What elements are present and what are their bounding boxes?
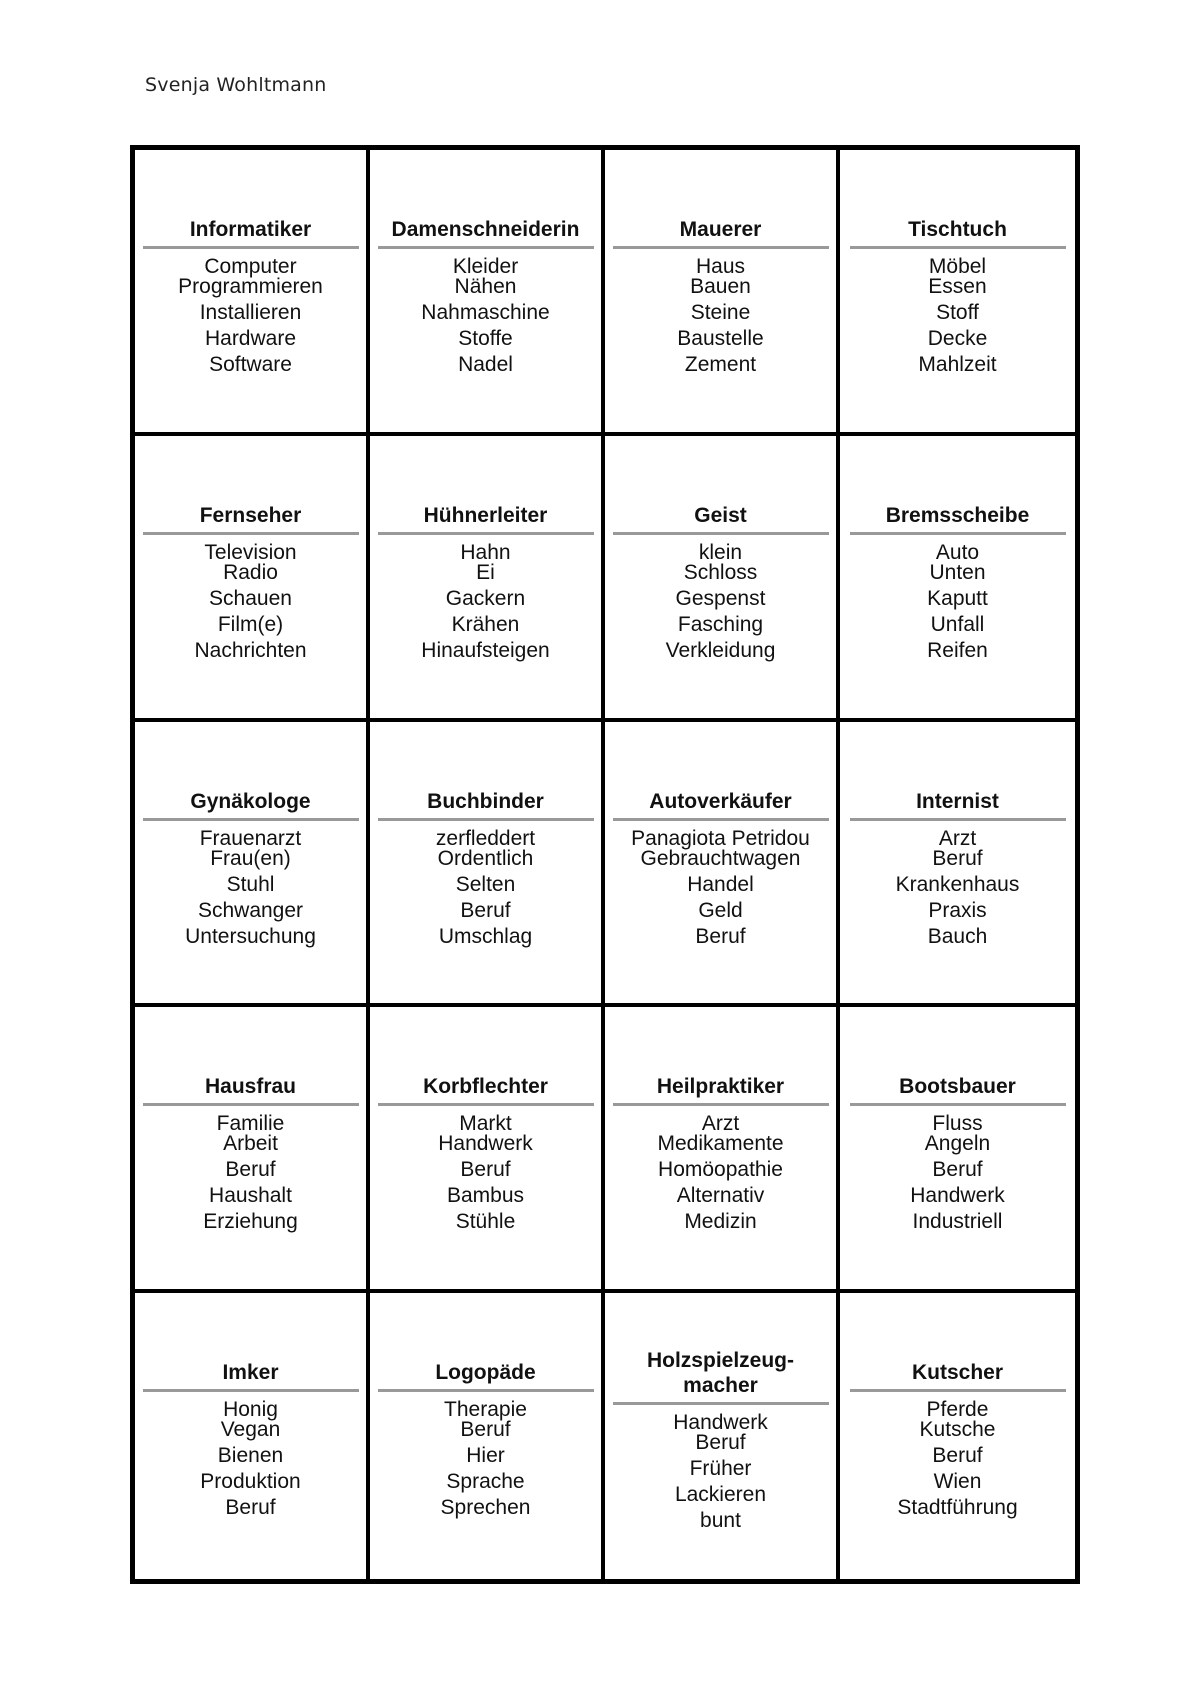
forbidden-word: Hier <box>466 1444 505 1468</box>
card-title: Mauerer <box>613 217 829 249</box>
card-title: Gynäkologe <box>143 789 359 821</box>
forbidden-word-list <box>657 1111 783 1235</box>
forbidden-word: Schauen <box>209 586 292 610</box>
forbidden-word: Sprechen <box>440 1496 531 1520</box>
forbidden-word: Bambus <box>446 1184 525 1208</box>
forbidden-word: Stadtführung <box>897 1496 1018 1520</box>
forbidden-word-list <box>436 826 535 950</box>
word-card <box>135 1007 370 1293</box>
forbidden-word: zerfleddert <box>435 826 536 850</box>
card-title: Logopäde <box>378 1360 594 1392</box>
forbidden-word: Krankenhaus <box>895 872 1020 896</box>
forbidden-word-list <box>897 1397 1017 1521</box>
forbidden-word: Alternativ <box>676 1184 765 1208</box>
taboo-card-grid <box>130 145 1080 1584</box>
card-title: Fernseher <box>143 503 359 535</box>
forbidden-word: Beruf <box>695 924 746 948</box>
forbidden-word: Stoffe <box>458 327 513 350</box>
forbidden-word: Gespenst <box>675 586 766 610</box>
word-card <box>840 722 1075 1008</box>
card-title: Internist <box>850 789 1066 821</box>
word-card <box>370 150 605 436</box>
forbidden-word: Angeln <box>924 1132 991 1156</box>
forbidden-word: Frau(en) <box>210 846 291 870</box>
forbidden-word: Möbel <box>928 255 987 278</box>
forbidden-word-list <box>178 254 323 378</box>
forbidden-word: Handwerk <box>438 1132 533 1156</box>
forbidden-word: Beruf <box>932 1158 983 1182</box>
card-title: Bootsbauer <box>850 1074 1066 1106</box>
forbidden-word: Erziehung <box>203 1210 298 1234</box>
forbidden-word: Markt <box>459 1112 512 1136</box>
forbidden-word: Auto <box>935 540 980 564</box>
forbidden-word: Beruf <box>932 1444 983 1468</box>
card-title: Kutscher <box>850 1360 1066 1392</box>
forbidden-word: Handel <box>687 872 754 896</box>
forbidden-word: Selten <box>455 872 516 896</box>
forbidden-word: Beruf <box>460 898 511 922</box>
forbidden-word: Programmieren <box>178 275 323 298</box>
forbidden-word: Steine <box>690 301 751 324</box>
forbidden-word: Baustelle <box>677 327 764 350</box>
forbidden-word: Umschlag <box>438 924 533 948</box>
forbidden-word: Beruf <box>695 1431 746 1455</box>
forbidden-word: Beruf <box>225 1158 276 1182</box>
forbidden-word: Pferde <box>926 1398 989 1422</box>
forbidden-word: Arzt <box>938 826 977 850</box>
forbidden-word: Nähen <box>454 275 517 298</box>
forbidden-word-list <box>421 254 549 378</box>
forbidden-word: Fluss <box>932 1112 983 1136</box>
forbidden-word: Stühle <box>455 1210 516 1234</box>
forbidden-word: Frauenarzt <box>199 826 302 850</box>
forbidden-word: Vegan <box>220 1418 281 1442</box>
forbidden-word: Computer <box>204 255 297 278</box>
forbidden-word: Schloss <box>683 560 758 584</box>
forbidden-word: Früher <box>689 1457 752 1481</box>
forbidden-word: Handwerk <box>910 1184 1005 1208</box>
forbidden-word: Beruf <box>460 1158 511 1182</box>
forbidden-word: Film(e) <box>217 612 284 636</box>
word-card <box>370 1007 605 1293</box>
word-card <box>135 436 370 722</box>
word-card <box>605 150 840 436</box>
forbidden-word: Homöopathie <box>658 1158 783 1182</box>
forbidden-word-list <box>918 254 996 378</box>
forbidden-word: Ordentlich <box>437 846 534 870</box>
forbidden-word: Reifen <box>927 638 988 662</box>
forbidden-word-list <box>185 826 316 950</box>
forbidden-word: Bauen <box>690 275 751 298</box>
forbidden-word: Honig <box>223 1398 278 1422</box>
forbidden-word: Industriell <box>912 1210 1003 1234</box>
forbidden-word: Beruf <box>225 1496 276 1520</box>
forbidden-word: Medikamente <box>657 1132 784 1156</box>
forbidden-word: Kutsche <box>919 1418 996 1442</box>
forbidden-word-list <box>203 1111 298 1235</box>
card-title: Heilpraktiker <box>613 1074 829 1106</box>
forbidden-word: Gebrauchtwagen <box>640 846 801 870</box>
card-title: Hausfrau <box>143 1074 359 1106</box>
author-name: Svenja Wohltmann <box>145 74 327 96</box>
forbidden-word: Geld <box>698 898 743 922</box>
forbidden-word: Unfall <box>930 612 985 636</box>
word-card <box>135 1293 370 1579</box>
forbidden-word: Stuhl <box>226 872 275 896</box>
forbidden-word: Fasching <box>677 612 764 636</box>
forbidden-word: Radio <box>223 560 278 584</box>
forbidden-word: Hinaufsteigen <box>421 638 550 662</box>
forbidden-word: Arbeit <box>223 1132 278 1156</box>
card-title: Hühnerleiter <box>378 503 594 535</box>
forbidden-word: Bauch <box>927 924 988 948</box>
word-card <box>370 436 605 722</box>
forbidden-word: Mahlzeit <box>918 353 997 376</box>
forbidden-word-list <box>666 540 776 664</box>
word-card <box>135 722 370 1008</box>
word-card <box>840 1007 1075 1293</box>
forbidden-word: Sprache <box>446 1470 525 1494</box>
card-title: Tischtuch <box>850 217 1066 249</box>
card-title: Holzspielzeug- macher <box>613 1348 829 1405</box>
forbidden-word: Essen <box>928 275 987 298</box>
forbidden-word: Unten <box>929 560 986 584</box>
forbidden-word: Handwerk <box>673 1411 768 1435</box>
word-card <box>840 150 1075 436</box>
word-card <box>605 1293 840 1579</box>
forbidden-word-list <box>200 1397 300 1521</box>
forbidden-word: klein <box>698 540 743 564</box>
forbidden-word: Kleider <box>452 255 519 278</box>
forbidden-word-list <box>438 1111 533 1235</box>
word-card <box>605 436 840 722</box>
forbidden-word: Stoff <box>936 301 979 324</box>
word-card <box>370 722 605 1008</box>
forbidden-word: Therapie <box>444 1398 527 1422</box>
forbidden-word: Television <box>204 540 297 564</box>
forbidden-word: Decke <box>927 327 988 350</box>
word-card <box>605 1007 840 1293</box>
forbidden-word-list <box>896 826 1020 950</box>
forbidden-word: Zement <box>684 353 757 376</box>
forbidden-word: Beruf <box>460 1418 511 1442</box>
forbidden-word: Ei <box>476 560 495 584</box>
card-title: Informatiker <box>143 217 359 249</box>
forbidden-word: Bienen <box>217 1444 284 1468</box>
forbidden-word: Lackieren <box>674 1483 767 1507</box>
forbidden-word: Krähen <box>451 612 520 636</box>
forbidden-word: Nahmaschine <box>421 301 550 324</box>
forbidden-word: Untersuchung <box>185 924 316 948</box>
word-card <box>605 722 840 1008</box>
forbidden-word-list <box>421 540 549 664</box>
forbidden-word: bunt <box>700 1509 741 1533</box>
forbidden-word: Panagiota Petridou <box>631 826 810 850</box>
forbidden-word-list <box>194 540 306 664</box>
forbidden-word: Hahn <box>460 540 511 564</box>
word-card <box>840 436 1075 722</box>
card-title: Bremsscheibe <box>850 503 1066 535</box>
word-card <box>840 1293 1075 1579</box>
forbidden-word: Arzt <box>701 1112 740 1136</box>
forbidden-word: Software <box>209 353 292 376</box>
forbidden-word: Nachrichten <box>194 638 307 662</box>
forbidden-word: Schwanger <box>197 898 304 922</box>
forbidden-word: Hardware <box>204 327 297 350</box>
forbidden-word-list <box>677 254 763 378</box>
forbidden-word: Haushalt <box>209 1184 292 1208</box>
forbidden-word: Installieren <box>199 301 302 324</box>
forbidden-word: Produktion <box>200 1470 301 1494</box>
forbidden-word: Praxis <box>928 898 987 922</box>
forbidden-word: Nadel <box>458 353 513 376</box>
card-title: Geist <box>613 503 829 535</box>
forbidden-word-list <box>673 1410 768 1534</box>
word-card <box>370 1293 605 1579</box>
forbidden-word: Haus <box>695 255 745 278</box>
forbidden-word: Gackern <box>445 586 526 610</box>
card-title: Damenschneiderin <box>378 217 594 249</box>
forbidden-word: Kaputt <box>927 586 988 610</box>
forbidden-word: Familie <box>216 1112 285 1136</box>
word-card <box>135 150 370 436</box>
card-title: Imker <box>143 1360 359 1392</box>
card-title: Autoverkäufer <box>613 789 829 821</box>
card-title: Buchbinder <box>378 789 594 821</box>
forbidden-word-list <box>631 826 810 950</box>
forbidden-word: Medizin <box>684 1210 757 1234</box>
card-title: Korbflechter <box>378 1074 594 1106</box>
forbidden-word-list <box>910 1111 1005 1235</box>
forbidden-word-list <box>927 540 988 664</box>
forbidden-word: Beruf <box>932 846 983 870</box>
forbidden-word: Verkleidung <box>665 638 776 662</box>
forbidden-word-list <box>441 1397 531 1521</box>
forbidden-word: Wien <box>933 1470 982 1494</box>
